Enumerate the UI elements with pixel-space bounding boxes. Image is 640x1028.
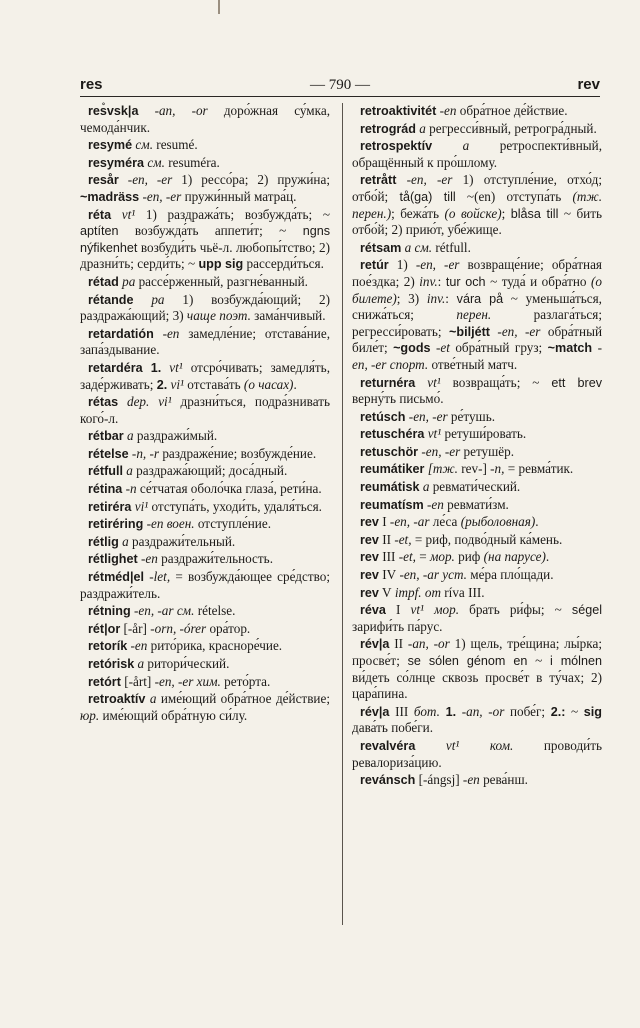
entry-text: ретушёр. bbox=[460, 443, 515, 459]
entry-text: . bbox=[535, 514, 539, 530]
entry-grammar: (о билете) bbox=[352, 273, 603, 306]
entry-headword: 2.: bbox=[550, 704, 566, 719]
entry-text: i mólnen bbox=[549, 654, 602, 668]
entry-headword: retardatión bbox=[88, 326, 154, 341]
dictionary-entry bbox=[80, 446, 330, 463]
entry-text: обра́тный биле́т; bbox=[352, 323, 603, 356]
entry-text: побе́г; bbox=[504, 703, 551, 719]
entry-text: име́ющий обра́тную си́лу. bbox=[99, 707, 248, 723]
entry-headword: rétméd|el bbox=[88, 570, 145, 585]
dictionary-entry bbox=[80, 481, 330, 498]
entry-grammar: -en, -er bbox=[405, 408, 448, 424]
entry-grammar: a bbox=[432, 138, 470, 154]
entry-grammar: -en, -er bbox=[139, 188, 182, 204]
dictionary-entry bbox=[352, 602, 602, 635]
entry-text: раздражи́мый. bbox=[133, 428, 218, 444]
entry-text: 1) bbox=[388, 257, 408, 273]
entry-grammar: -n, -r bbox=[128, 445, 160, 461]
entry-headword: rétbar bbox=[88, 429, 124, 444]
entry-grammar: -en bbox=[127, 638, 148, 654]
entry-grammar: dep. vi¹ bbox=[118, 394, 172, 410]
entry-grammar: vt¹ bbox=[111, 206, 136, 222]
entry-text: ~ уменьша́ться, снижа́ться; bbox=[352, 290, 602, 323]
entry-grammar: (рыболовная) bbox=[460, 514, 536, 530]
entry-headword: retórisk bbox=[88, 657, 135, 671]
entry-headword: rétning bbox=[88, 604, 131, 619]
dictionary-entry bbox=[352, 426, 602, 443]
dictionary-entry bbox=[80, 326, 330, 359]
dictionary-entry bbox=[352, 375, 602, 408]
dictionary-entry bbox=[352, 121, 602, 138]
dictionary-entry bbox=[80, 674, 330, 691]
entry-text: ретуши́ровать. bbox=[441, 426, 527, 442]
entry-headword: rétlig bbox=[88, 534, 119, 549]
entry-grammar: -en, -er bbox=[407, 257, 460, 273]
entry-grammar: -en, -ar уст. bbox=[396, 567, 467, 583]
entry-grammar: -en bbox=[436, 103, 457, 118]
entry-text: ríva III. bbox=[440, 584, 485, 600]
entry-text: возвраще́ние; обра́тная пое́здка; 2) bbox=[352, 257, 602, 289]
entry-grammar: -en, -ar см. bbox=[130, 603, 195, 619]
entry-text: ревмати́зм. bbox=[443, 496, 509, 512]
entry-text: ; бежа́ть bbox=[391, 205, 445, 221]
dictionary-entry bbox=[80, 207, 330, 273]
entry-grammar: -en, -ar bbox=[386, 514, 430, 530]
entry-text: замедле́ние; отстава́ние, запа́здывание. bbox=[80, 325, 330, 358]
entry-headword: returnéra bbox=[360, 375, 416, 390]
entry-text: рассе́рженный, разгне́ванный. bbox=[135, 273, 308, 289]
dictionary-entry bbox=[352, 257, 602, 373]
entry-text: раздраже́ние; возбужде́ние. bbox=[159, 445, 317, 461]
entry-text: vára på bbox=[456, 291, 504, 306]
entry-headword: rételse bbox=[88, 446, 129, 461]
entry-text: rételse. bbox=[194, 603, 236, 619]
entry-grammar: vt¹ bbox=[415, 374, 441, 390]
entry-headword: retrått bbox=[360, 173, 397, 188]
entry-text: пружи́нный матра́ц. bbox=[181, 188, 297, 204]
entry-text: aptíten bbox=[80, 224, 119, 239]
right-column bbox=[352, 103, 602, 790]
dictionary-entry bbox=[352, 738, 602, 771]
entry-grammar: a bbox=[419, 479, 430, 495]
entry-headword: retardéra 1. bbox=[88, 360, 162, 375]
entry-headword: rétlighet bbox=[88, 552, 138, 567]
entry-grammar: мор. bbox=[429, 549, 455, 565]
entry-grammar: чаще поэт. bbox=[186, 308, 251, 324]
entry-text: resumé. bbox=[153, 137, 198, 153]
entry-grammar: -et bbox=[430, 340, 450, 356]
entry-text: отступа́ть, уходи́ть, удаля́ться. bbox=[148, 498, 322, 514]
entry-headword: revánsch bbox=[360, 773, 416, 788]
entry-grammar: vi¹ bbox=[131, 498, 149, 514]
entry-grammar: vt¹ bbox=[161, 359, 183, 375]
entry-text: ~ туда́ и обра́тно bbox=[485, 273, 592, 289]
entry-text: отстава́ть bbox=[184, 376, 244, 392]
entry-text: ~ бить отбо́й; 2) прию́т, убе́жище. bbox=[352, 205, 602, 238]
entry-headword: ~madräss bbox=[80, 189, 140, 204]
entry-text: возбуди́ть чьё-л. любопы́тство; 2) дразни́ть; серди́ть; ~ bbox=[80, 239, 330, 272]
entry-text: [-årt] bbox=[120, 673, 152, 689]
entry-text: возвраща́ть; ~ bbox=[440, 374, 552, 390]
entry-text: ревмати́ческий. bbox=[429, 479, 521, 495]
entry-headword: ~biljétt bbox=[449, 324, 490, 339]
entry-headword: resyméra bbox=[88, 155, 145, 170]
entry-headword: upp sig bbox=[198, 257, 244, 272]
dictionary-entry bbox=[352, 172, 602, 238]
entry-headword: 1. bbox=[445, 704, 457, 719]
entry-headword: rét|or bbox=[88, 621, 121, 636]
entry-headword: ~gods bbox=[393, 341, 431, 356]
entry-text: ~ bbox=[527, 653, 550, 668]
entry-text: 1) отступле́ние, отхо́д; отбо́й; bbox=[352, 172, 602, 204]
entry-text: . bbox=[545, 549, 550, 565]
entry-text: рева́нш. bbox=[479, 772, 528, 788]
entry-grammar: -en, -er bbox=[118, 172, 173, 188]
dictionary-entry bbox=[352, 704, 602, 737]
entry-grammar: vt¹ bbox=[424, 426, 442, 442]
entry-text: обра́тное де́йствие. bbox=[456, 103, 568, 118]
entry-headword: rev bbox=[360, 515, 379, 530]
dictionary-entry bbox=[352, 103, 602, 120]
entry-grammar: см. bbox=[144, 154, 165, 170]
dictionary-entry bbox=[352, 240, 602, 257]
entry-text: III bbox=[389, 703, 409, 719]
page-header bbox=[80, 74, 600, 96]
entry-headword: rév|a bbox=[360, 637, 390, 652]
entry-text: обра́тный груз; bbox=[449, 340, 548, 356]
dictionary-entry bbox=[80, 172, 330, 205]
entry-text: дава́ть побе́ги. bbox=[352, 720, 434, 736]
dictionary-entry bbox=[80, 499, 330, 516]
entry-text: ; bbox=[501, 205, 511, 221]
entry-text: ритори́ческий. bbox=[144, 656, 230, 671]
left-column bbox=[80, 103, 330, 725]
entry-text: зама́нчивый. bbox=[250, 308, 326, 324]
entry-grammar: -en, -er спорт. bbox=[352, 340, 602, 372]
entry-text: отве́тный матч. bbox=[428, 356, 518, 372]
entry-grammar: -n bbox=[122, 481, 137, 497]
entry-text: проводи́ть ревалориза́цию. bbox=[352, 737, 602, 770]
dictionary-entry bbox=[352, 636, 602, 702]
entry-headword: 2. bbox=[156, 377, 168, 392]
entry-headword: rév|a bbox=[360, 704, 390, 719]
entry-text: дразни́ться, подра́знивать кого́-л. bbox=[80, 394, 330, 426]
dictionary-entry bbox=[352, 772, 602, 789]
entry-grammar: -an, -or bbox=[138, 103, 208, 118]
dictionary-entry bbox=[80, 569, 330, 602]
entry-grammar: a bbox=[134, 656, 145, 671]
entry-text: : bbox=[445, 290, 457, 306]
dictionary-entry bbox=[80, 551, 330, 568]
entry-grammar: -en bbox=[137, 551, 158, 567]
entry-headword: retroaktivitét bbox=[360, 104, 437, 118]
entry-grammar: a bbox=[415, 120, 426, 136]
entry-grammar: -n, bbox=[490, 461, 505, 477]
dictionary-entry bbox=[352, 138, 602, 171]
dictionary-entry bbox=[352, 409, 602, 426]
column-divider bbox=[342, 103, 343, 925]
dictionary-entry bbox=[80, 621, 330, 638]
dictionary-entry bbox=[352, 532, 602, 549]
dictionary-entry bbox=[80, 394, 330, 427]
dictionary-entry bbox=[352, 461, 602, 478]
dictionary-entry bbox=[80, 360, 330, 393]
entry-text: III bbox=[378, 549, 396, 565]
entry-text: I bbox=[378, 514, 387, 530]
header-first-word: res bbox=[80, 76, 103, 93]
entry-headword: rétfull bbox=[88, 464, 123, 479]
entry-text: I bbox=[385, 602, 401, 618]
dictionary-entry bbox=[80, 103, 330, 136]
dictionary-entry bbox=[80, 155, 330, 172]
entry-text: отступле́ние. bbox=[194, 516, 272, 532]
dictionary-entry bbox=[352, 514, 602, 531]
entry-text: ngns nýfikenhet bbox=[80, 224, 330, 255]
entry-text: разлага́ться; регресси́ровать; bbox=[352, 307, 602, 339]
dictionary-entry bbox=[80, 463, 330, 480]
dictionary-entry bbox=[80, 691, 330, 724]
entry-text: рассерди́ться. bbox=[243, 256, 324, 272]
entry-text: ора́тор. bbox=[206, 620, 251, 636]
entry-text: = bbox=[415, 549, 430, 565]
entry-text: IV bbox=[378, 567, 397, 583]
entry-grammar: (на парусе) bbox=[483, 549, 546, 565]
entry-text: ett brev bbox=[551, 375, 602, 390]
entry-headword: retiréra bbox=[88, 499, 132, 514]
entry-text: име́ющий обра́тное де́йствие; bbox=[156, 691, 330, 707]
entry-grammar: -et, bbox=[391, 531, 412, 547]
entry-grammar: pa bbox=[133, 291, 165, 307]
entry-grammar: (о войске) bbox=[444, 205, 502, 221]
entry-headword: retórt bbox=[88, 674, 121, 689]
entry-grammar: -orn, -órer bbox=[146, 620, 207, 636]
entry-headword: retrospektív bbox=[360, 139, 433, 154]
entry-text: раздража́ющий; доса́дный. bbox=[132, 463, 288, 479]
entry-text: tur och bbox=[445, 274, 486, 289]
entry-text: се́тчатая оболо́чка глаза́, рети́на. bbox=[136, 481, 322, 497]
entry-headword: rev bbox=[360, 568, 379, 583]
entry-text: II bbox=[378, 531, 392, 547]
entry-headword: retiréring bbox=[88, 517, 144, 532]
entry-grammar: a см. bbox=[401, 239, 433, 255]
entry-headword: rev bbox=[360, 585, 379, 600]
entry-headword: ~match bbox=[547, 341, 593, 356]
entry-text: верну́ть письмо́. bbox=[352, 391, 444, 407]
entry-grammar: vt¹ мор. bbox=[400, 602, 460, 618]
entry-headword: reumatísm bbox=[360, 497, 424, 512]
entry-headword: retúr bbox=[360, 258, 389, 273]
entry-headword: revalvéra bbox=[360, 738, 416, 753]
entry-text: регресси́вный, ретрогра́дный. bbox=[425, 120, 597, 136]
dictionary-entry bbox=[80, 656, 330, 673]
entry-text: ме́ра пло́щади. bbox=[466, 567, 554, 583]
entry-grammar: -en, -er хим. bbox=[151, 673, 221, 689]
entry-text: отсро́чивать; замедля́ть, заде́рживать; bbox=[80, 359, 330, 392]
entry-grammar: vi¹ bbox=[167, 376, 184, 392]
entry-grammar: (тж. перен.) bbox=[352, 188, 602, 221]
entry-grammar: a bbox=[122, 463, 133, 479]
entry-grammar: -an, -or bbox=[403, 636, 450, 652]
entry-text: : bbox=[437, 273, 446, 289]
entry-text: ~(en) отступа́ть bbox=[455, 188, 573, 204]
entry-headword: réta bbox=[88, 207, 112, 222]
entry-text: доро́жная су́мка, чемода́нчик. bbox=[80, 103, 330, 135]
entry-grammar: -let, bbox=[144, 569, 171, 585]
entry-headword: retúsch bbox=[360, 409, 406, 424]
entry-text: ~ bbox=[565, 703, 584, 719]
entry-headword: retroaktív bbox=[88, 692, 146, 707]
entry-grammar: юр. bbox=[80, 707, 100, 723]
entry-headword: rev bbox=[360, 550, 379, 565]
entry-grammar: см. bbox=[132, 137, 153, 153]
entry-grammar: pa bbox=[118, 273, 136, 289]
entry-headword: resår bbox=[88, 173, 119, 188]
dictionary-entry bbox=[80, 638, 330, 655]
entry-text: раздражи́тельность. bbox=[157, 551, 273, 567]
dictionary-entry bbox=[352, 444, 602, 461]
entry-headword: sig bbox=[583, 704, 602, 719]
entry-headword: reumátiker bbox=[360, 462, 425, 477]
entry-grammar: a bbox=[145, 691, 157, 707]
entry-headword: retrográd bbox=[360, 121, 416, 136]
entry-grammar: -en, -er bbox=[396, 172, 453, 188]
entry-grammar: -en, -er bbox=[418, 443, 461, 459]
entry-text: se sólen génom en bbox=[407, 654, 528, 668]
entry-text: ле́са bbox=[429, 514, 461, 530]
entry-text: брать ри́фы; ~ bbox=[459, 602, 572, 618]
dictionary-entry bbox=[352, 497, 602, 514]
dictionary-entry bbox=[352, 549, 602, 566]
entry-text: 1) раздража́ть; возбужда́ть; ~ bbox=[135, 206, 330, 222]
entry-text: раздражи́тельный. bbox=[128, 533, 236, 549]
entry-text: rétfull. bbox=[432, 239, 471, 255]
entry-headword: rétande bbox=[88, 292, 134, 307]
entry-text: [-år] bbox=[120, 620, 147, 636]
dictionary-entry bbox=[80, 428, 330, 445]
header-rule bbox=[80, 96, 600, 97]
entry-grammar: inv. bbox=[426, 290, 446, 306]
entry-text: 1) возбужда́ющий; 2) раздража́ющий; 3) bbox=[80, 291, 330, 324]
entry-text: ре́тушь. bbox=[447, 408, 496, 424]
dictionary-entry bbox=[80, 137, 330, 154]
dictionary-entry bbox=[352, 585, 602, 602]
entry-text: 1) щель, тре́щина; лы́рка; просве́т; bbox=[352, 636, 602, 668]
dictionary-entry bbox=[80, 516, 330, 533]
dictionary-entry bbox=[80, 603, 330, 620]
dictionary-entry bbox=[80, 274, 330, 291]
entry-grammar: (о часах) bbox=[243, 376, 294, 392]
entry-text: II bbox=[389, 636, 404, 652]
entry-grammar: a bbox=[118, 533, 129, 549]
entry-text: blåsa till bbox=[510, 206, 559, 221]
entry-headword: retorík bbox=[88, 639, 128, 654]
entry-grammar: -en воен. bbox=[143, 516, 195, 532]
entry-text: = риф, подво́дный ка́мень. bbox=[411, 531, 563, 547]
entry-text: ви́деть со́лнце сквозь просве́т в ту́чах; 2) цара́пина. bbox=[352, 669, 602, 702]
entry-text: ; 3) bbox=[396, 290, 427, 306]
entry-text: риф bbox=[454, 549, 484, 565]
entry-headword: retuschör bbox=[360, 444, 419, 459]
entry-grammar: impf. от bbox=[391, 584, 441, 600]
entry-text: рето́рта. bbox=[220, 673, 271, 689]
entry-text: = ревма́тик. bbox=[504, 461, 574, 477]
entry-text: ретроспекти́вный, обращённый к про́шлому. bbox=[352, 138, 602, 170]
dictionary-entry bbox=[80, 534, 330, 551]
entry-text: ségel bbox=[571, 603, 602, 618]
entry-grammar: a bbox=[123, 428, 134, 444]
entry-headword: reumátisk bbox=[360, 480, 420, 495]
entry-grammar: -an, -or bbox=[456, 703, 505, 719]
entry-grammar: [тж. bbox=[424, 461, 458, 477]
entry-headword: rétas bbox=[88, 395, 119, 410]
entry-text: . bbox=[293, 376, 297, 392]
page-number: — 790 — bbox=[310, 77, 370, 93]
entry-grammar: -et, bbox=[395, 549, 416, 565]
entry-headword: res̊vsk|a bbox=[88, 104, 139, 118]
entry-grammar: перен. bbox=[456, 307, 492, 323]
entry-grammar: inv. bbox=[419, 273, 438, 289]
entry-text: [-ángsj] bbox=[415, 772, 460, 788]
entry-text: рито́рика, красноре́чие. bbox=[147, 638, 283, 654]
entry-grammar: -en bbox=[459, 772, 480, 788]
entry-text: 1) рессо́ра; 2) пружи́на; bbox=[172, 172, 330, 188]
entry-headword: rétsam bbox=[360, 240, 402, 255]
header-last-word: rev bbox=[577, 76, 600, 93]
entry-text: возбужда́ть аппети́т; ~ bbox=[118, 223, 303, 239]
entry-headword: réva bbox=[360, 603, 386, 618]
entry-text: = возбужда́ющее сре́дство; раздражи́тель. bbox=[80, 569, 330, 601]
entry-headword: retuschéra bbox=[360, 427, 425, 442]
entry-text: V bbox=[378, 584, 392, 600]
entry-headword: rétina bbox=[88, 482, 123, 497]
entry-grammar: -en bbox=[153, 325, 180, 341]
entry-text: rev-] bbox=[457, 461, 491, 477]
dictionary-entry bbox=[352, 567, 602, 584]
entry-text: resuméra. bbox=[164, 154, 220, 170]
entry-headword: rev bbox=[360, 532, 379, 547]
entry-headword: resymé bbox=[88, 138, 133, 153]
entry-grammar: vt¹ ком. bbox=[415, 737, 514, 753]
entry-grammar: -en bbox=[423, 496, 444, 512]
dictionary-entry bbox=[80, 292, 330, 325]
entry-headword: rétad bbox=[88, 274, 119, 289]
dictionary-entry bbox=[352, 479, 602, 496]
entry-text: tå(ga) till bbox=[399, 189, 456, 204]
entry-text: зарифи́ть па́рус. bbox=[352, 618, 443, 634]
entry-grammar: -en, -er bbox=[489, 323, 541, 339]
entry-grammar: бот. bbox=[408, 703, 440, 719]
page-mark bbox=[218, 0, 220, 14]
